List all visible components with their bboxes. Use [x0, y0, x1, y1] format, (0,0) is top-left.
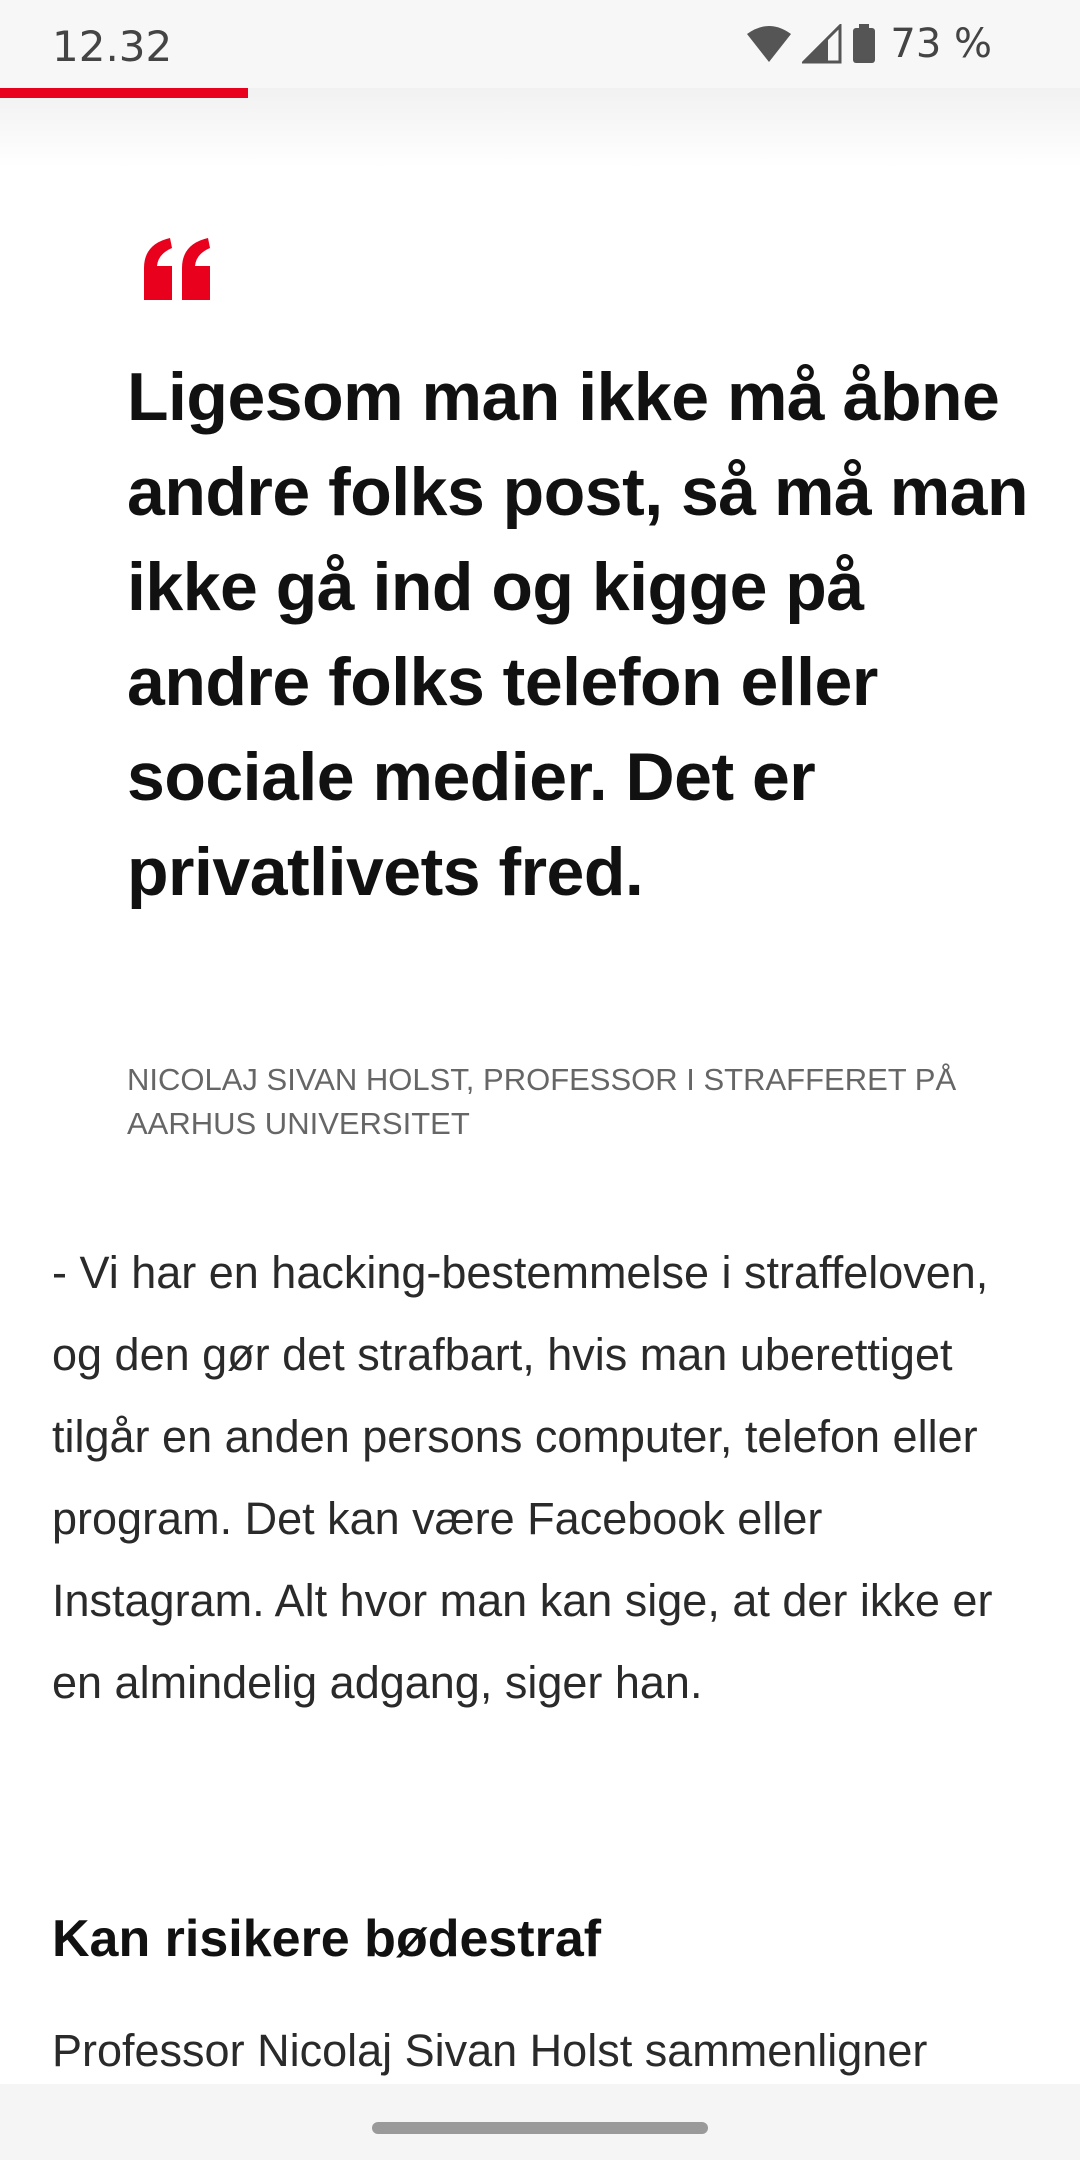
wifi-icon: [746, 24, 792, 64]
article-paragraph-2: Professor Nicolaj Sivan Holst sammenligner: [52, 2025, 928, 2076]
quote-source: NICOLAJ SIVAN HOLST, PROFESSOR I STRAFFERET PÅ AARHUS UNIVERSITET: [127, 1062, 957, 1141]
battery-icon: [852, 24, 876, 64]
quote-mark-icon: [140, 238, 214, 300]
article-subheading: Kan risikere bødestraf: [52, 1910, 602, 1968]
quote-text: Ligesom man ikke må åbne andre folks post, så må man ikke gå ind og kigge på andre folks telefon eller sociale medier. Det er privatlivets fred.: [127, 359, 1029, 910]
status-bar: [0, 0, 1080, 88]
gesture-navigation-bar: [0, 2084, 1080, 2160]
reading-progress-bar: [0, 88, 248, 98]
cell-signal-icon: [802, 24, 842, 64]
home-gesture-handle[interactable]: [372, 2122, 708, 2134]
battery-percent: 73 %: [890, 21, 992, 67]
article-paragraph: - Vi har en hacking-bestemmelse i straffeloven, og den gør det strafbart, hvis man uberettiget tilgår en anden persons computer, telefon eller program. Det kan være Facebook eller Instagram. Alt hvor man kan sige, at der ikke er en almindelig adgang, siger han.: [52, 1247, 993, 1708]
status-icons: [746, 18, 992, 70]
status-time: 12.32: [52, 22, 173, 71]
